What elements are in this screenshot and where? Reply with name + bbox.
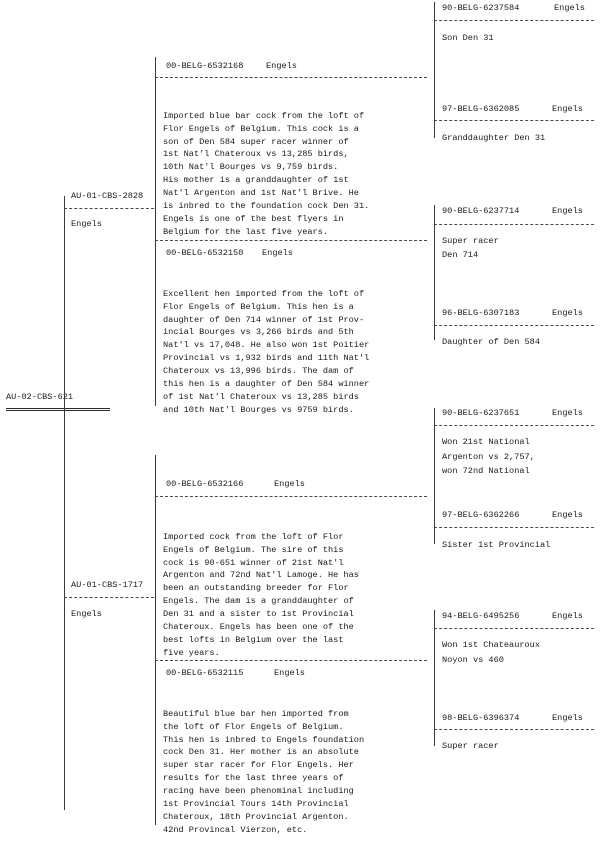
gp4-rule — [155, 660, 427, 661]
gp2-band: 00-BELG-6532150 — [166, 248, 244, 258]
gg-connector-1 — [434, 2, 435, 138]
gg5-owner: Engels — [552, 408, 583, 418]
gg6-rule — [434, 527, 594, 528]
gp1-rule — [155, 77, 427, 78]
gg8-desc: Super racer — [442, 741, 499, 751]
gg-connector-4 — [434, 610, 435, 746]
gg1-desc: Son Den 31 — [442, 33, 494, 43]
sire-side-connector — [155, 57, 156, 406]
dam-band: AU-01-CBS-1717 — [71, 580, 144, 590]
gg6-band: 97-BELG-6362266 — [442, 510, 520, 520]
gg4-owner: Engels — [552, 308, 583, 318]
gg8-owner: Engels — [552, 713, 583, 723]
parents-connector — [64, 196, 65, 810]
gg3-desc-2: Den 714 — [442, 250, 479, 260]
subject-double-rule — [6, 408, 110, 411]
gg5-desc-2: Argenton vs 2,757, — [442, 452, 535, 462]
gp4-band: 00-BELG-6532115 — [166, 668, 244, 678]
dam-rule — [64, 597, 154, 598]
gg2-owner: Engels — [552, 104, 583, 114]
gp3-owner: Engels — [274, 479, 305, 489]
gg7-desc-2: Noyon vs 460 — [442, 655, 504, 665]
gg5-band: 90-BELG-6237651 — [442, 408, 520, 418]
gg1-rule — [434, 20, 594, 21]
gg8-band: 98-BELG-6396374 — [442, 713, 520, 723]
gg3-desc-1: Super racer — [442, 236, 499, 246]
gp2-rule — [155, 240, 427, 241]
gg-connector-3 — [434, 408, 435, 544]
gp2-owner: Engels — [262, 248, 293, 258]
gp1-description: Imported blue bar cock from the loft of Flor Engels of Belgium. This cock is a son of Den 584 super racer winner of 1st Nat'l Chateroux vs 13,285 birds, 10th Nat'l Bourges vs 9,759 birds. His mother is a granddaughter of 1st Nat'l Argenton and 1st Nat'l Brive. He is inbred to the foundation cock Den 31. Engels is one of the best flyers in Belgium for the last five years. — [163, 110, 370, 237]
gg2-desc: Granddaughter Den 31 — [442, 133, 546, 143]
gg-connector-2 — [434, 205, 435, 340]
gg5-desc-3: won 72nd National — [442, 466, 530, 476]
gg3-band: 90-BELG-6237714 — [442, 206, 520, 216]
sire-owner: Engels — [71, 219, 102, 229]
gp3-rule — [155, 496, 427, 497]
gg4-band: 96-BELG-6307183 — [442, 308, 520, 318]
gg7-desc-1: Won 1st Chateauroux — [442, 640, 540, 650]
gp1-band: 00-BELG-6532168 — [166, 61, 244, 71]
gg2-rule — [434, 120, 594, 121]
gg4-rule — [434, 325, 594, 326]
gg6-desc: Sister 1st Provincial — [442, 540, 551, 550]
gg7-band: 94-BELG-6495256 — [442, 611, 520, 621]
gg6-owner: Engels — [552, 510, 583, 520]
gg7-rule — [434, 628, 594, 629]
gp3-band: 00-BELG-6532166 — [166, 479, 244, 489]
subject-band: AU-02-CBS-621 — [6, 392, 74, 402]
sire-rule — [64, 208, 154, 209]
gp4-description: Beautiful blue bar hen imported from the loft of Flor Engels of Belgium. This hen is inbred to Engels foundation cock Den 31. Her mother is an absolute super star racer for Flor Engels. Her results for the last three years of racing have been phenominal including 1st Provincial Tours 14th Provincial Chateroux, 18th Provincial Argenton. 42nd Provincal Vierzon, etc. — [163, 708, 365, 835]
gg7-owner: Engels — [552, 611, 583, 621]
gg3-rule — [434, 224, 594, 225]
gg1-band: 90-BELG-6237584 — [442, 3, 520, 13]
gg3-owner: Engels — [552, 206, 583, 216]
dam-side-connector — [155, 455, 156, 825]
gp4-owner: Engels — [274, 668, 305, 678]
gg1-owner: Engels — [554, 3, 585, 13]
dam-owner: Engels — [71, 609, 102, 619]
gg4-desc: Daughter of Den 584 — [442, 337, 540, 347]
gg5-rule — [434, 425, 594, 426]
gg5-desc-1: Won 21st National — [442, 437, 530, 447]
sire-band: AU-01-CBS-2828 — [71, 191, 144, 201]
gg8-rule — [434, 729, 594, 730]
gp3-description: Imported cock from the loft of Flor Engels of Belgium. The sire of this cock is 90-651 winner of 21st Nat'l Argenton and 72nd Nat'l Lamoge. He has been an outstanding breeder for Flor Engels. The dam is a granddaughter of Den 31 and a sister to 1st Provincial Chateroux. Engels has been one of the best lofts in Belgium over the last five years. — [163, 531, 359, 658]
gp2-description: Excellent hen imported from the loft of Flor Engels of Belgium. This hen is a daughter of Den 714 winner of 1st Prov- incial Bourges vs 3,266 birds and 5th Nat'l vs 17,048. He also won 1st Poitier Provincial vs 1,932 birds and 11th Nat'l Chateroux vs 13,996 birds. The dam of this hen is a daughter of Den 584 winner of 1st Nat'l Chateroux vs 13,285 birds and 10th Nat'l Bourges vs 9759 birds. — [163, 288, 370, 415]
gp1-owner: Engels — [266, 61, 297, 71]
gg2-band: 97-BELG-6362085 — [442, 104, 520, 114]
